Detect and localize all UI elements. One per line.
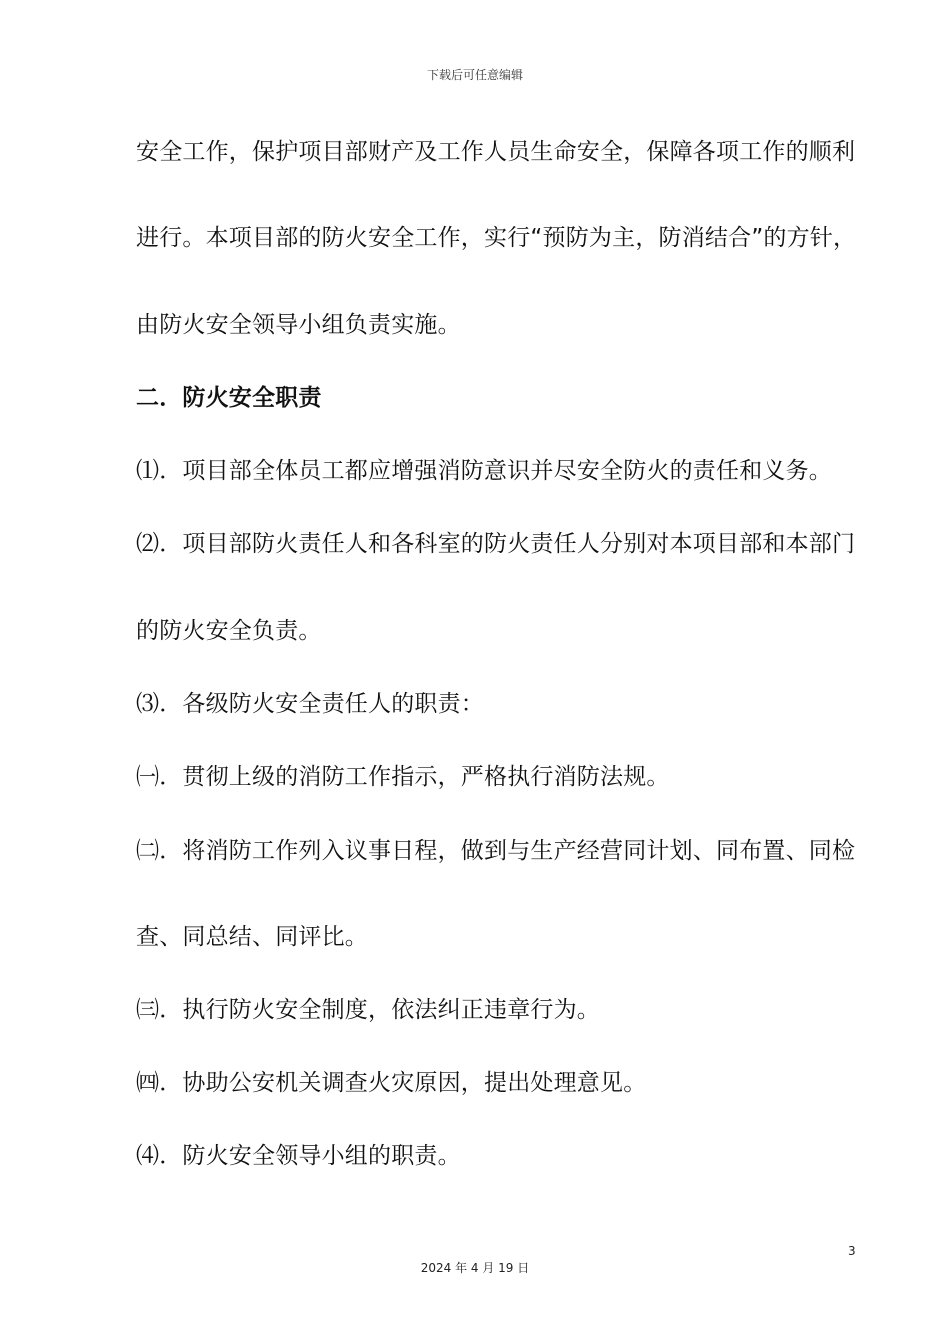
list-item: ⑷．防火安全领导小组的职责。 <box>136 1143 461 1169</box>
paragraph-line: 的防火安全负责。 <box>136 618 322 644</box>
list-item: ㈢．执行防火安全制度，依法纠正违章行为。 <box>136 997 600 1023</box>
section-heading: 二．防火安全职责 <box>136 385 322 411</box>
paragraph-line: 安全工作，保护项目部财产及工作人员生命安全，保障各项工作的顺利 <box>136 139 856 165</box>
list-item: ⑴．项目部全体员工都应增强消防意识并尽安全防火的责任和义务。 <box>136 458 832 484</box>
paragraph-line: 查、同总结、同评比。 <box>136 924 368 950</box>
page-number: 3 <box>848 1244 856 1258</box>
list-item: ㈣．协助公安机关调查火灾原因，提出处理意见。 <box>136 1070 647 1096</box>
header-note: 下载后可任意编辑 <box>426 68 523 82</box>
list-item: ㈠．贯彻上级的消防工作指示，严格执行消防法规。 <box>136 764 670 790</box>
footer-date: 2024 年 4 月 19 日 <box>420 1261 530 1275</box>
paragraph-line: 由防火安全领导小组负责实施。 <box>136 312 461 338</box>
list-item: ⑶．各级防火安全责任人的职责： <box>136 691 484 717</box>
paragraph-line: 进行。本项目部的防火安全工作，实行“预防为主，防消结合”的方针， <box>136 225 857 251</box>
list-item: ⑵．项目部防火责任人和各科室的防火责任人分别对本项目部和本部门 <box>136 531 856 557</box>
list-item: ㈡．将消防工作列入议事日程，做到与生产经营同计划、同布置、同检 <box>136 838 856 864</box>
